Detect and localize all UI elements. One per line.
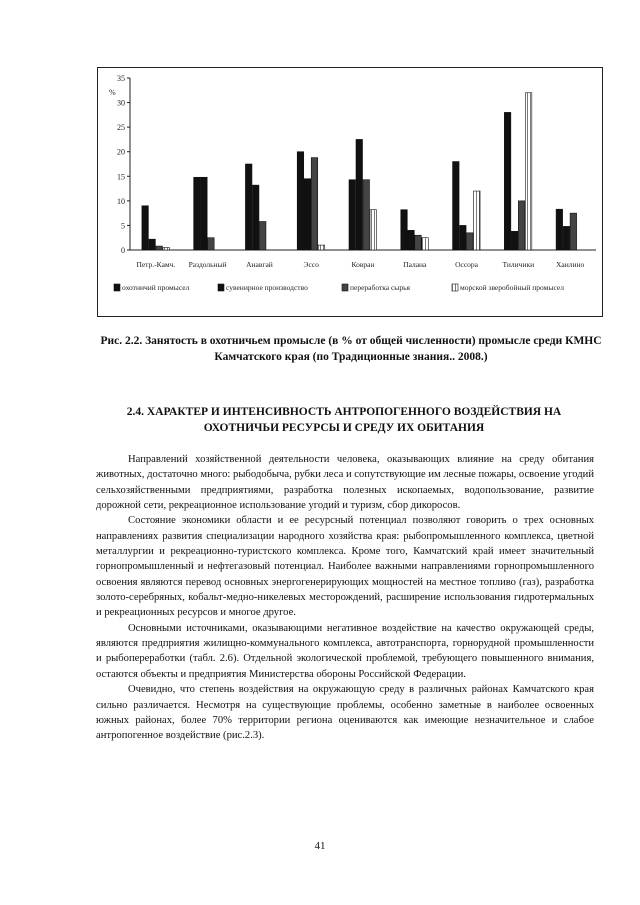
x-category-label: Анавгай: [246, 260, 273, 269]
paragraph-2: Состояние экономики области и ее ресурсный потенциал позволяют говорить о трех основных направлениях развития специализации народного хозяйства края: рыбопромышленного комплекса, цветной металлургии и рекреационно-туристского комплекса. Кроме того, Камчатский край имеет значительный горнопромышленный и нефтегазовый потенциал. Наиболее важными направлениями горнопромышленного освоения являются перевод основных энергогенерирующих мощностей на местное топливо (газ), разработка золото-серебряных, кобальт-медно-никелевых месторождений, расширение использования гидротермальных и рекреационных ресурсов и многое другое.: [96, 515, 594, 619]
bar: [356, 139, 363, 250]
legend-label: переработка сырья: [350, 283, 410, 292]
bar: [525, 93, 532, 250]
bar: [460, 225, 467, 250]
x-category-label: Раздольный: [188, 260, 227, 269]
bar: [194, 177, 201, 250]
bar: [142, 206, 149, 250]
legend-swatch: [114, 284, 120, 291]
y-axis-label: %: [109, 88, 116, 97]
chart-frame: [97, 67, 603, 317]
y-tick-label: 25: [117, 123, 125, 133]
legend-label: охотничий промысел: [122, 283, 190, 292]
x-category-label: Ковран: [351, 260, 375, 269]
x-category-label: Оссора: [455, 260, 479, 269]
bar: [518, 201, 525, 250]
x-category-label: Палана: [403, 260, 427, 269]
bar: [311, 158, 318, 250]
legend-swatch: [452, 284, 458, 291]
paragraph-3: Основными источниками, оказывающими негативное воздействие на качество окружающей среды, являются предприятия жилищно-коммунального комплекса, автотранспорта, горнорудной промышленности и рыбопереработки (табл. 2.6). Отдельной экологической проблемой, требующего повышенного внимания, остаются объекты и предприятия Министерства обороны Российской Федерации.: [96, 622, 594, 680]
bar: [504, 112, 511, 250]
y-tick-label: 35: [117, 74, 125, 83]
bar: [453, 162, 460, 250]
employment-bar-chart: [98, 68, 604, 318]
x-category-label: Эссо: [303, 260, 319, 269]
section-heading: 2.4. ХАРАКТЕР И ИНТЕНСИВНОСТЬ АНТРОПОГЕННОГО ВОЗДЕЙСТВИЯ НА ОХОТНИЧЬИ РЕСУРСЫ И СРЕДУ ИХ ОБИТАНИЯ: [126, 406, 562, 434]
bar: [259, 221, 266, 250]
legend-swatch: [342, 284, 348, 291]
y-tick-label: 10: [117, 196, 125, 206]
y-tick-label: 30: [117, 98, 125, 108]
bar: [252, 185, 259, 250]
bar: [363, 180, 370, 250]
bar: [570, 213, 577, 250]
bar: [511, 231, 518, 250]
bar: [156, 246, 163, 250]
bar: [163, 248, 170, 250]
bar: [318, 245, 325, 250]
bar: [563, 226, 570, 250]
x-category-label: Петр.-Камч.: [136, 260, 176, 269]
bar: [467, 233, 474, 250]
paragraph-1: Направлений хозяйственной деятельности человека, оказывающих влияние на среду обитания животных, достаточно много: рыбодобыча, рубки леса и сопутствующие им лесные пожары, освоение угодий сельхозяйственными предприятиями, разработка полезных ископаемых, водопользование, развитие дорожной сети, рекреационное использование угодий и туризм, сбор дикоросов.: [96, 454, 594, 512]
bar: [415, 235, 422, 250]
paragraph-4: Очевидно, что степень воздействия на окружающую среду в различных районах Камчатского края сильно различается. Несмотря на существующие проблемы, особенно заметные в наиболее освоенных южных районах, более 70% территории региона оцениваются как имеющие незначительное и слабое антропогенное воздействие (рис.2.3).: [96, 684, 594, 742]
y-tick-label: 5: [121, 221, 125, 231]
y-tick-label: 20: [117, 147, 125, 157]
bar: [245, 164, 252, 250]
bar: [408, 230, 415, 250]
bar: [422, 238, 429, 250]
y-tick-label: 15: [117, 172, 125, 182]
page-number: 41: [314, 840, 326, 852]
bar: [304, 179, 311, 250]
legend-swatch: [218, 284, 224, 291]
bar: [370, 210, 377, 250]
body-text: [96, 452, 594, 744]
legend-label: сувенирное производство: [226, 283, 308, 292]
figure-caption: Рис. 2.2. Занятость в охотничьем промысле (в % от общей численности) промысле среди КМНС Камчатского края (по Традиционные знания.. 2008.): [100, 335, 602, 363]
bar: [297, 152, 304, 250]
x-category-label: Тиличики: [502, 260, 535, 269]
bar: [201, 177, 208, 250]
y-tick-label: 0: [121, 246, 125, 255]
legend-label: морской зверобойный промысел: [460, 283, 564, 292]
bar: [474, 191, 481, 250]
bar: [556, 209, 563, 250]
bar: [349, 180, 356, 250]
bar: [149, 239, 156, 250]
x-category-label: Хаилино: [555, 260, 585, 269]
bar: [208, 238, 215, 250]
bar: [401, 210, 408, 250]
